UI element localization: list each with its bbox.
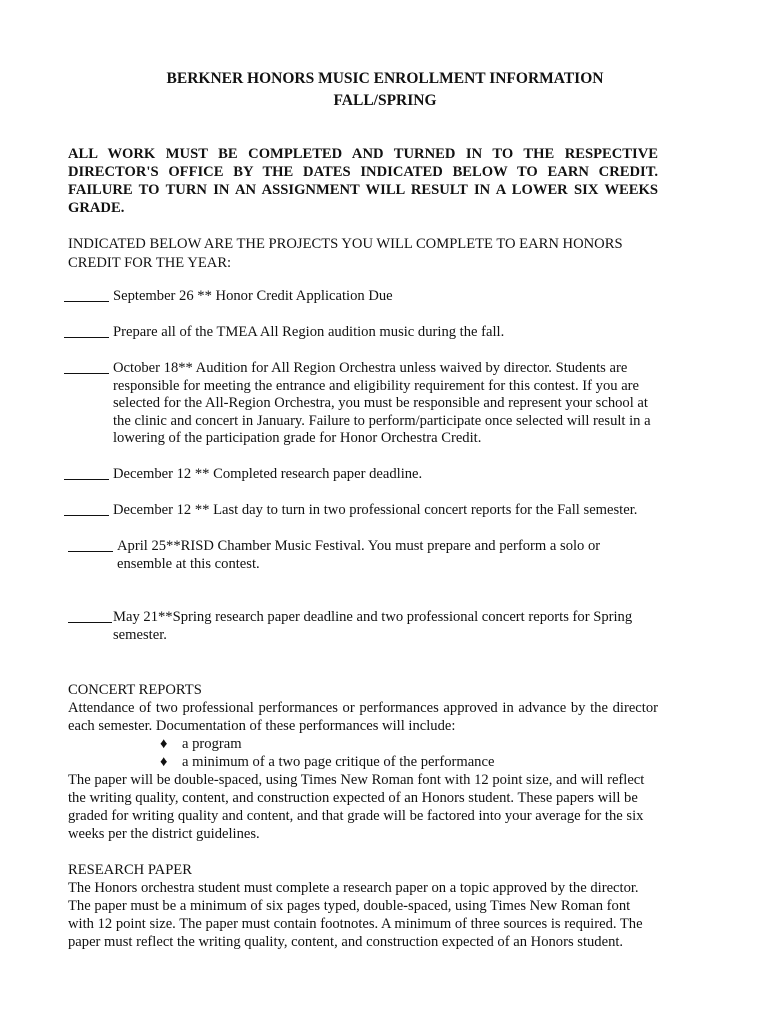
notice-paragraph: ALL WORK MUST BE COMPLETED AND TURNED IN TO THE RESPECTIVE DIRECTOR'S OFFICE BY THE DATES INDICATED BELOW TO EARN CREDIT. FAILURE TO TURN IN AN ASSIGNMENT WILL RESULT IN A LOWER SIX WEEKS GRADE. <box>68 146 658 216</box>
list-item <box>64 466 664 484</box>
list-item <box>64 324 664 342</box>
item-text: October 18** Audition for All Region Orchestra unless waived by director. Students are responsible for meeting the entrance and eligibility requirement for this contest. If you are selected for the All-Region Orchestra, you must be responsible and represent your school at the clinic and concert in January. Failure to perform/participate once selected will result in a lowering of the participation grade for Honor Orchestra Credit. <box>113 360 651 447</box>
section-body: Attendance of two professional performances or performances approved in advance by the director each semester. Documentation of these performances will include: <box>68 700 658 734</box>
section-heading: RESEARCH PAPER <box>68 862 192 878</box>
research-paper-section <box>68 861 658 951</box>
check-blank <box>64 515 109 516</box>
item-text: May 21**Spring research paper deadline and two professional concert reports for Spring semester. <box>113 609 633 643</box>
item-text: Prepare all of the TMEA All Region audition music during the fall. <box>113 324 505 340</box>
item-text: September 26 ** Honor Credit Application Due <box>113 288 393 304</box>
bullet-item <box>68 735 658 753</box>
item-text: December 12 ** Completed research paper deadline. <box>113 466 423 482</box>
item-text: December 12 ** Last day to turn in two professional concert reports for the Fall semester. <box>113 502 638 518</box>
bullet-text: a minimum of a two page critique of the performance <box>182 754 495 770</box>
check-blank <box>64 373 109 374</box>
check-blank <box>64 479 109 480</box>
list-item <box>64 288 664 306</box>
section-heading: CONCERT REPORTS <box>68 682 202 698</box>
check-blank <box>68 622 112 623</box>
bullet-item <box>68 753 658 771</box>
list-item <box>64 538 664 573</box>
bullet-text: a program <box>182 736 242 752</box>
diamond-bullet-icon: ♦ <box>160 754 168 770</box>
check-blank <box>68 551 113 552</box>
title-line-1: BERKNER HONORS MUSIC ENROLLMENT INFORMATION <box>166 70 604 87</box>
section-closing: The paper will be double-spaced, using Times New Roman font with 12 point size, and will reflect the writing quality, content, and construction expected of an Honors student. These papers will be graded for writing quality and content, and that grade will be factored into your average for the six weeks per the district guidelines. <box>68 772 645 842</box>
title-line-2: FALL/SPRING <box>333 92 437 109</box>
concert-reports-section <box>68 681 658 843</box>
section-body: The Honors orchestra student must complete a research paper on a topic approved by the director. The paper must be a minimum of six pages typed, double-spaced, using Times New Roman font with 12 point size. The paper must contain footnotes. A minimum of three sources is required. The paper must reflect the writing quality, content, and construction expected of an Honors student. <box>68 880 643 950</box>
check-blank <box>64 337 109 338</box>
intro-paragraph: INDICATED BELOW ARE THE PROJECTS YOU WILL COMPLETE TO EARN HONORS CREDIT FOR THE YEAR: <box>68 236 623 271</box>
list-item <box>64 502 664 520</box>
list-item <box>64 360 664 448</box>
diamond-bullet-icon: ♦ <box>160 736 168 752</box>
item-text: April 25**RISD Chamber Music Festival. You must prepare and perform a solo or ensemble at this contest. <box>117 538 601 572</box>
list-item <box>64 609 664 644</box>
check-blank <box>64 301 109 302</box>
